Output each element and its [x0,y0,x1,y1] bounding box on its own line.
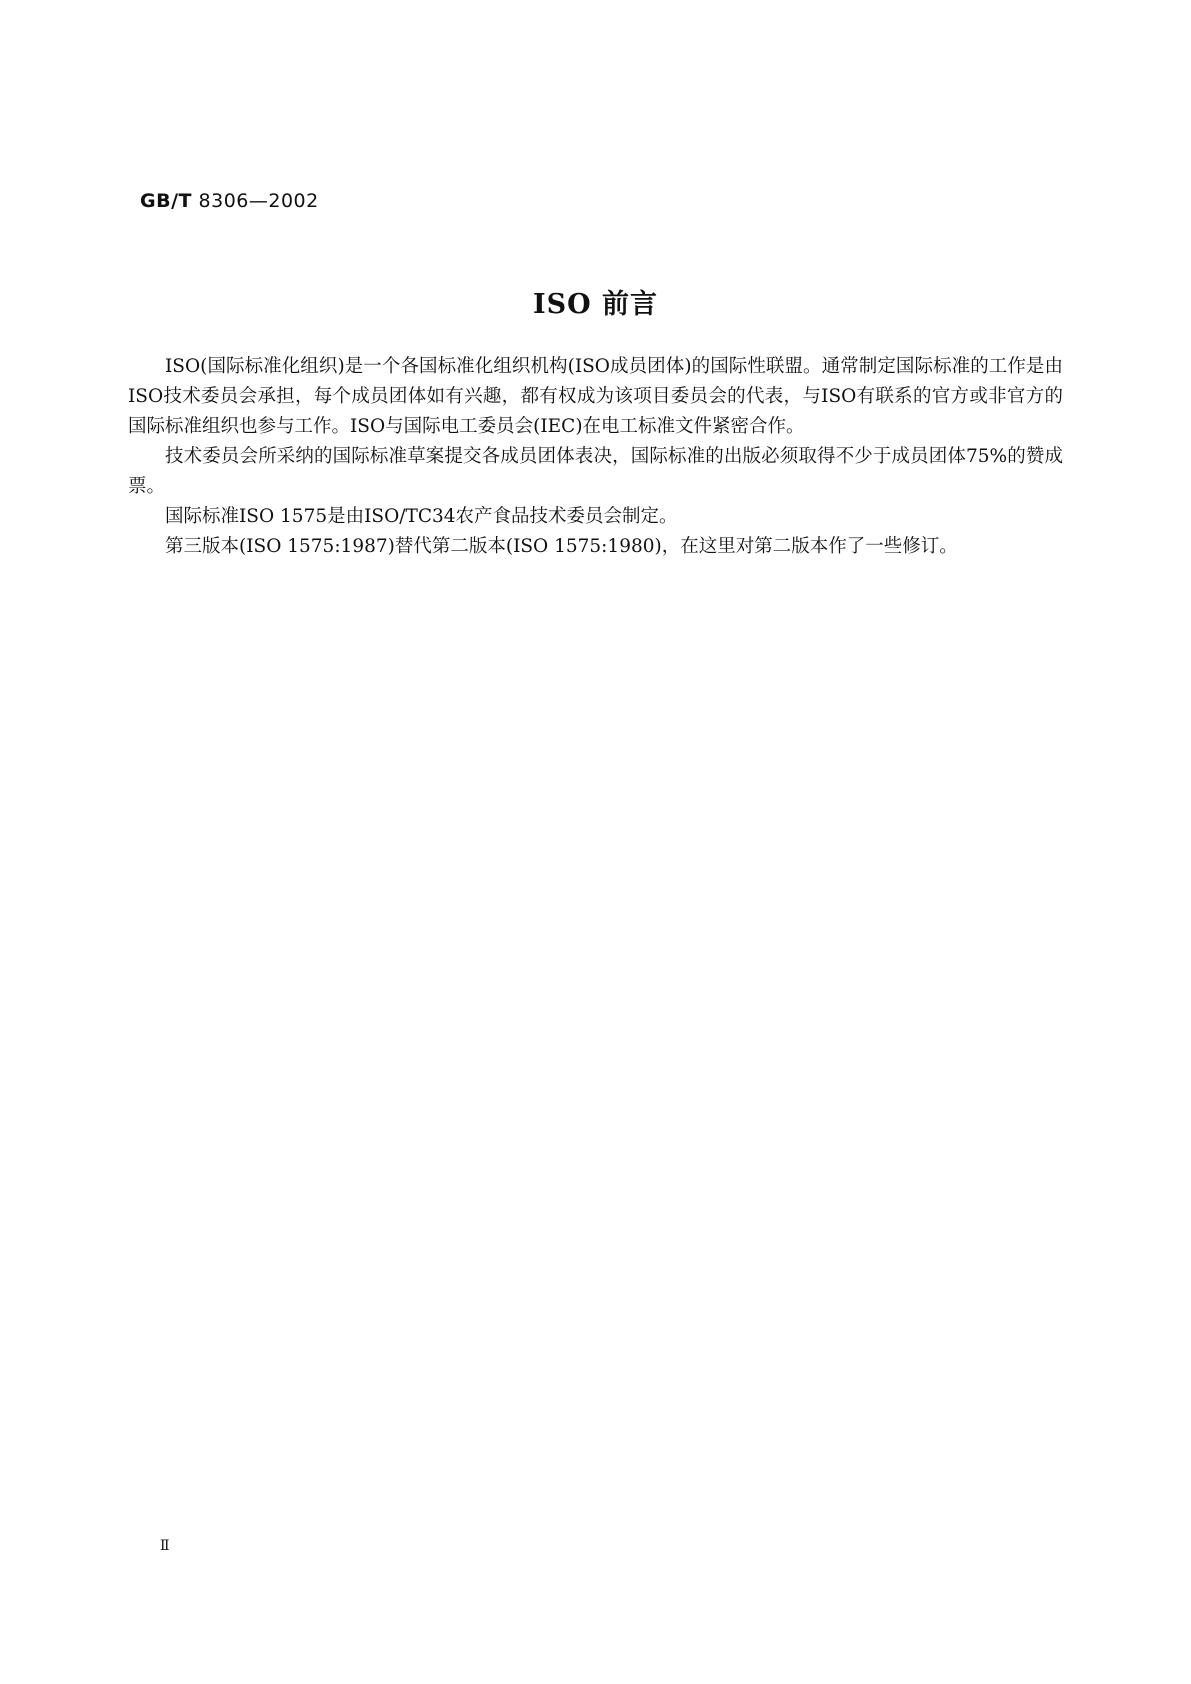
page-title: ISO 前言 [532,289,659,320]
paragraph-standard-origin: 国际标准ISO 1575是由ISO/TC34农产食品技术委员会制定。 [165,506,678,527]
paragraph-voting: 技术委员会所采纳的国际标准草案提交各成员团体表决，国际标准的出版必须取得不少于成员团体75%的赞成票。 [128,446,1063,497]
body-text [128,352,1063,562]
paragraph-iso-intro: ISO(国际标准化组织)是一个各国标准化组织机构(ISO成员团体)的国际性联盟。通常制定国际标准的工作是由ISO技术委员会承担，每个成员团体如有兴趣，都有权成为该项目委员会的代表，与ISO有联系的官方或非官方的国际标准组织也参与工作。ISO与国际电工委员会(IEC)在电工标准文件紧密合作。 [128,356,1063,437]
page-number: Ⅱ [160,1538,170,1554]
standard-number: 8306—2002 [198,190,319,212]
paragraph-edition: 第三版本(ISO 1575:1987)替代第二版本(ISO 1575:1980)，在这里对第二版本作了一些修订。 [165,536,958,557]
standard-prefix: GB/T [140,190,192,212]
standard-code [140,190,319,212]
